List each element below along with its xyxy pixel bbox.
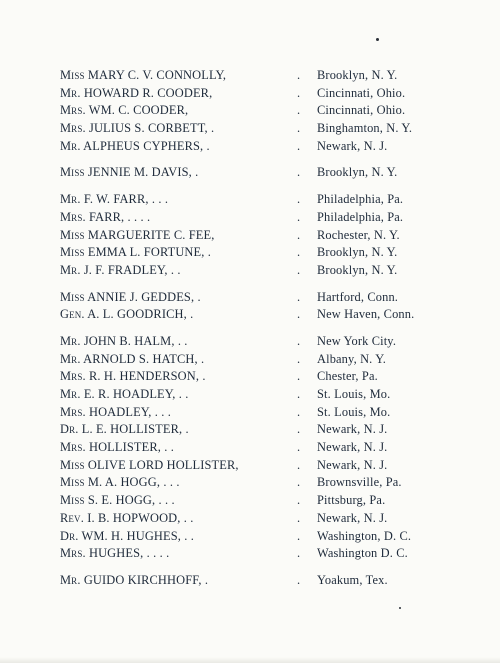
separator-dot: . (297, 307, 301, 322)
passenger-row (60, 103, 460, 121)
passenger-row (60, 440, 460, 458)
separator-dot: . (297, 457, 301, 472)
separator-dot: . (297, 404, 301, 419)
separator-dot: . (297, 333, 301, 348)
passenger-group (60, 68, 460, 156)
passenger-residence: Pittsburg, Pa. (317, 493, 386, 508)
passenger-residence: Newark, N. J. (317, 422, 388, 437)
separator-dot: . (297, 68, 301, 82)
separator-dot: . (297, 245, 301, 260)
passenger-group (60, 573, 460, 591)
passenger-name: Mr. GUIDO KIRCHHOFF, . (60, 572, 209, 587)
passenger-residence: Philadelphia, Pa. (317, 192, 404, 207)
passenger-row (60, 511, 460, 529)
passenger-row (60, 121, 460, 139)
passenger-residence: Brooklyn, N. Y. (317, 165, 398, 180)
passenger-row (60, 422, 460, 440)
passenger-group (60, 192, 460, 280)
passenger-name: Miss M. A. HOGG, . . . (60, 475, 180, 490)
separator-dot: . (297, 528, 301, 543)
passenger-row (60, 210, 460, 228)
passenger-residence: Binghamton, N. Y. (317, 121, 413, 136)
passenger-residence: Brooklyn, N. Y. (317, 68, 398, 82)
passenger-row (60, 529, 460, 547)
passenger-row (60, 475, 460, 493)
passenger-name: Miss EMMA L. FORTUNE, . (60, 245, 211, 260)
separator-dot: . (297, 289, 301, 304)
passenger-row (60, 165, 460, 183)
passenger-name: Rev. I. B. HOPWOOD, . . (60, 510, 194, 525)
passenger-residence: St. Louis, Mo. (317, 387, 391, 401)
separator-dot: . (297, 103, 301, 118)
passenger-name: Miss S. E. HOGG, . . . (60, 493, 175, 508)
passenger-name: Mr. J. F. FRADLEY, . . (60, 262, 181, 277)
separator-dot: . (297, 262, 301, 277)
passenger-row (60, 86, 460, 104)
passenger-row (60, 387, 460, 405)
passenger-group (60, 334, 460, 564)
passenger-name: Mrs. HOADLEY, . . . (60, 404, 172, 419)
passenger-residence: Hartford, Conn. (317, 289, 399, 304)
passenger-name: Mr. F. W. FARR, . . . (60, 192, 169, 207)
passenger-residence: New York City. (317, 333, 397, 348)
passenger-residence: Rochester, N. Y. (317, 227, 400, 242)
passenger-name: Dr. L. E. HOLLISTER, . (60, 422, 189, 437)
separator-dot: . (297, 121, 301, 136)
passenger-name: Mrs. HOLLISTER, . . (60, 440, 175, 455)
separator-dot: . (297, 546, 301, 561)
passenger-name: Mrs. R. H. HENDERSON, . (60, 369, 206, 384)
passenger-residence: Cincinnati, Ohio. (317, 103, 406, 118)
page-bottom-edge (0, 657, 500, 663)
passenger-list (60, 68, 460, 600)
separator-dot: . (297, 493, 301, 508)
passenger-residence: Cincinnati, Ohio. (317, 85, 406, 100)
passenger-group (60, 290, 460, 325)
passenger-row (60, 352, 460, 370)
separator-dot: . (297, 227, 301, 242)
passenger-row (60, 228, 460, 246)
separator-dot: . (297, 192, 301, 207)
passenger-residence: Chester, Pa. (317, 369, 378, 384)
passenger-name: Mr. E. R. HOADLEY, . . (60, 387, 189, 401)
ink-speck (399, 607, 401, 609)
passenger-name: Mr. HOWARD R. COODER, (60, 85, 213, 100)
passenger-row (60, 139, 460, 157)
passenger-residence: Newark, N. J. (317, 138, 388, 153)
passenger-row (60, 334, 460, 352)
passenger-residence: Yoakum, Tex. (317, 572, 388, 587)
passenger-row (60, 369, 460, 387)
separator-dot: . (297, 440, 301, 455)
passenger-row (60, 263, 460, 281)
passenger-name: Miss ANNIE J. GEDDES, . (60, 289, 201, 304)
separator-dot: . (297, 138, 301, 153)
separator-dot: . (297, 387, 301, 401)
passenger-residence: St. Louis, Mo. (317, 404, 391, 419)
passenger-name: Mrs. WM. C. COODER, (60, 103, 189, 118)
passenger-name: Mrs. FARR, . . . . (60, 209, 151, 224)
passenger-residence: Brownsville, Pa. (317, 475, 402, 490)
passenger-residence: Newark, N. J. (317, 457, 388, 472)
passenger-name: Mr. ARNOLD S. HATCH, . (60, 351, 205, 366)
passenger-row (60, 68, 460, 86)
separator-dot: . (297, 369, 301, 384)
passenger-row (60, 493, 460, 511)
passenger-row (60, 290, 460, 308)
passenger-residence: Brooklyn, N. Y. (317, 245, 398, 260)
passenger-row (60, 458, 460, 476)
passenger-name: Mrs. JULIUS S. CORBETT, . (60, 121, 215, 136)
passenger-residence: Brooklyn, N. Y. (317, 262, 398, 277)
passenger-name: Miss MARGUERITE C. FEE, (60, 227, 215, 242)
passenger-residence: Washington D. C. (317, 546, 408, 561)
separator-dot: . (297, 422, 301, 437)
passenger-residence: New Haven, Conn. (317, 307, 415, 322)
passenger-name: Miss MARY C. V. CONNOLLY, (60, 68, 227, 82)
separator-dot: . (297, 85, 301, 100)
passenger-name: Gen. A. L. GOODRICH, . (60, 307, 194, 322)
passenger-name: Miss JENNIE M. DAVIS, . (60, 165, 199, 180)
passenger-name: Mr. JOHN B. HALM, . . (60, 333, 188, 348)
passenger-residence: Philadelphia, Pa. (317, 209, 404, 224)
passenger-name: Dr. WM. H. HUGHES, . . (60, 528, 195, 543)
passenger-group (60, 165, 460, 183)
passenger-row (60, 245, 460, 263)
passenger-row (60, 573, 460, 591)
passenger-row (60, 307, 460, 325)
separator-dot: . (297, 165, 301, 180)
passenger-name: Mrs. HUGHES, . . . . (60, 546, 170, 561)
passenger-row (60, 405, 460, 423)
passenger-residence: Albany, N. Y. (317, 351, 386, 366)
passenger-residence: Washington, D. C. (317, 528, 412, 543)
passenger-name: Mr. ALPHEUS CYPHERS, . (60, 138, 210, 153)
passenger-residence: Newark, N. J. (317, 440, 388, 455)
separator-dot: . (297, 510, 301, 525)
separator-dot: . (297, 209, 301, 224)
separator-dot: . (297, 572, 301, 587)
separator-dot: . (297, 351, 301, 366)
passenger-residence: Newark, N. J. (317, 510, 388, 525)
separator-dot: . (297, 475, 301, 490)
ink-speck (376, 38, 379, 41)
passenger-row (60, 546, 460, 564)
passenger-row (60, 192, 460, 210)
passenger-name: Miss OLIVE LORD HOLLISTER, (60, 457, 239, 472)
